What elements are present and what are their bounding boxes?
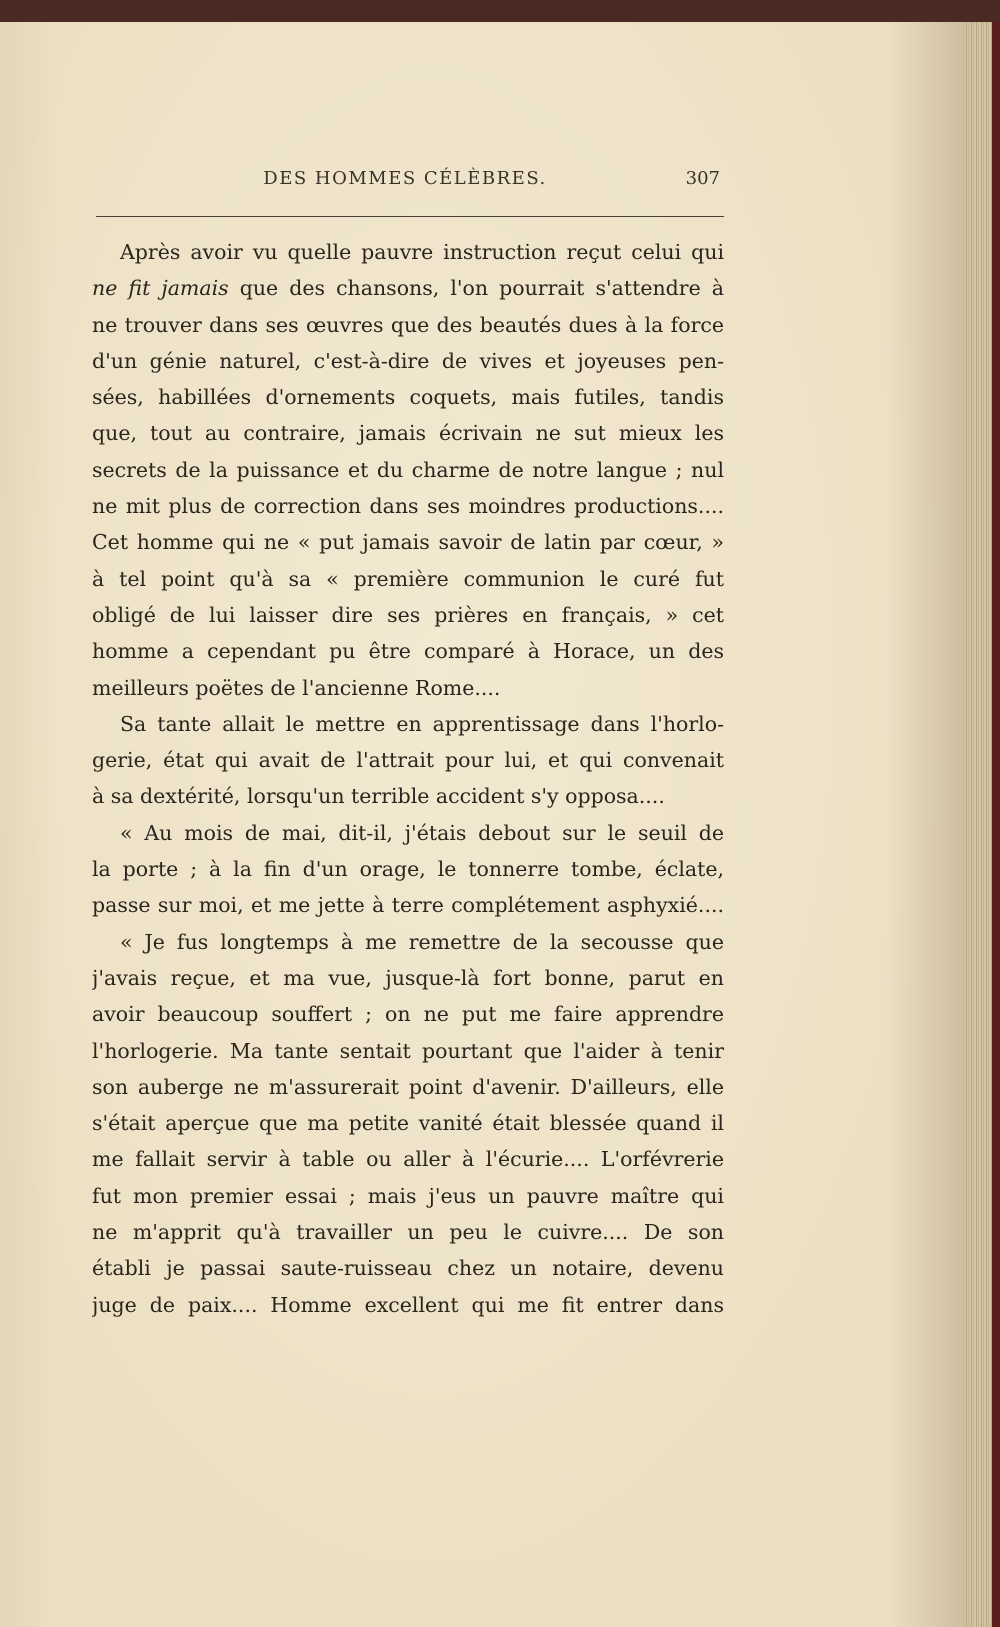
text-line: me fallait servir à table ou aller à l'écurie.... L'orfévrerie (92, 1147, 724, 1172)
text-line: « Je fus longtemps à me remettre de la secousse que (120, 929, 724, 954)
text-line-rest: que des chansons, l'on pourrait s'attendre à (228, 276, 724, 301)
book-binding-top (0, 0, 1000, 22)
text-line: obligé de lui laisser dire ses prières en français, » cet (92, 602, 724, 627)
body-text (92, 234, 724, 1323)
text-line (92, 270, 724, 306)
text-line: gerie, état qui avait de l'attrait pour lui, et qui convenait (92, 748, 724, 773)
text-line: sées, habillées d'ornements coquets, mais futiles, tandis (92, 385, 724, 410)
header-rule (96, 216, 724, 217)
text-line: juge de paix.... Homme excellent qui me fit entrer dans (92, 1292, 724, 1317)
page-fore-edge (962, 22, 1000, 1627)
text-line: avoir beaucoup souffert ; on ne put me faire apprendre (92, 1002, 724, 1027)
text-line: s'était aperçue que ma petite vanité était blessée quand il (92, 1111, 724, 1136)
text-line: secrets de la puissance et du charme de notre langue ; nul (92, 457, 724, 482)
text-line: à tel point qu'à sa « première communion le curé fut (92, 566, 724, 591)
text-line: d'un génie naturel, c'est-à-dire de vives et joyeuses pen- (92, 348, 724, 373)
text-line: Cet homme qui ne « put jamais savoir de latin par cœur, » (92, 530, 724, 555)
text-line: ne m'apprit qu'à travailler un peu le cuivre.... De son (92, 1220, 724, 1245)
text-line: que, tout au contraire, jamais écrivain ne sut mieux les (92, 421, 724, 446)
text-line: fut mon premier essai ; mais j'eus un pauvre maître qui (92, 1183, 724, 1208)
text-line: ne trouver dans ses œuvres que des beautés dues à la force (92, 312, 724, 337)
text-line: « Au mois de mai, dit-il, j'étais debout sur le seuil de (120, 820, 724, 845)
page-number: 307 (685, 168, 720, 189)
text-line: j'avais reçue, et ma vue, jusque-là fort bonne, parut en (92, 965, 724, 990)
text-line: homme a cependant pu être comparé à Horace, un des (92, 639, 724, 664)
text-line: établi je passai saute-ruisseau chez un notaire, devenu (92, 1256, 724, 1281)
italic-phrase: ne fit jamais (92, 276, 229, 301)
text-line: la porte ; à la fin d'un orage, le tonnerre tombe, éclate, (92, 857, 724, 882)
running-title: DES HOMMES CÉLÈBRES. (263, 168, 547, 189)
text-line: Sa tante allait le mettre en apprentissage dans l'horlo- (120, 711, 724, 736)
text-line: passe sur moi, et me jette à terre complétement asphyxié.... (92, 893, 724, 918)
text-line: son auberge ne m'assurerait point d'avenir. D'ailleurs, elle (92, 1074, 724, 1099)
text-line: à sa dextérité, lorsqu'un terrible accident s'y opposa.... (92, 784, 665, 809)
text-line: l'horlogerie. Ma tante sentait pourtant que l'aider à tenir (92, 1038, 724, 1063)
text-line: Après avoir vu quelle pauvre instruction reçut celui qui (120, 240, 724, 264)
running-head (90, 168, 720, 192)
text-line: ne mit plus de correction dans ses moindres productions.... (92, 494, 724, 519)
text-line: meilleurs poëtes de l'ancienne Rome.... (92, 675, 501, 700)
